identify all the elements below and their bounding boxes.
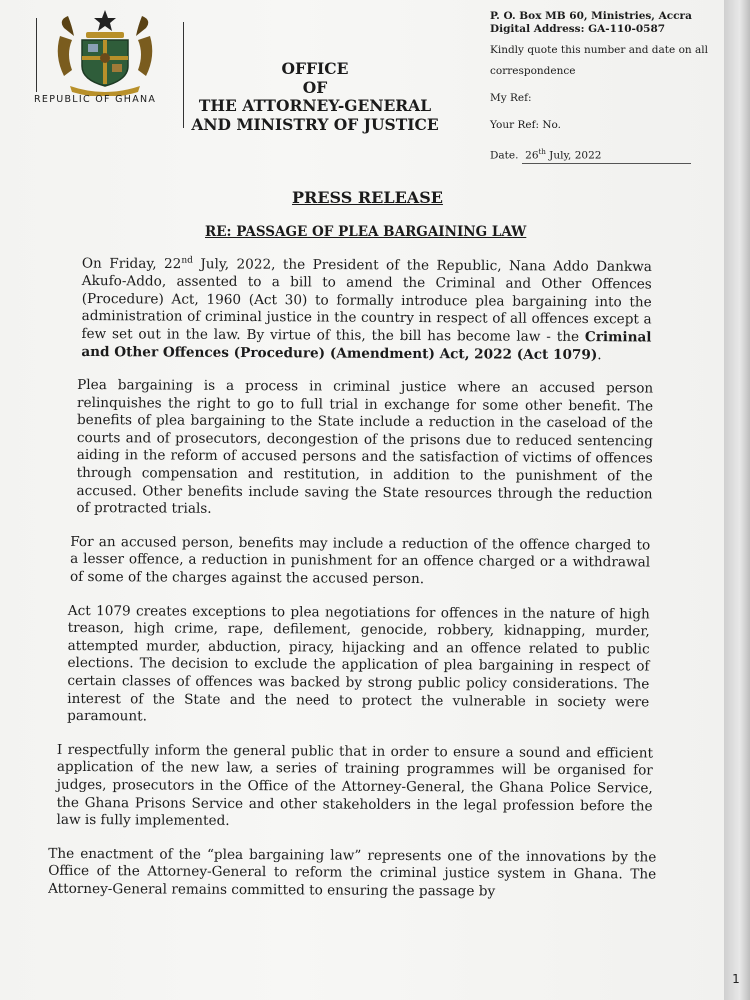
header-divider-right bbox=[183, 22, 184, 128]
date-suffix: th bbox=[538, 148, 546, 156]
paragraph-3: For an accused person, benefits may include a reduction of the offence charged to a lesser offence, a reduction in punishment for an offence charged or a withdrawal of some of the charges against the accused person. bbox=[69, 533, 651, 588]
press-release-body bbox=[48, 252, 657, 918]
po-box: P. O. Box MB 60, Ministries, Accra bbox=[490, 10, 692, 22]
quote-note-1: Kindly quote this number and date on all bbox=[490, 44, 708, 56]
your-ref: Your Ref: No. bbox=[490, 119, 562, 131]
paragraph-2: Plea bargaining is a process in criminal justice where an accused person relinquishes the right to go to full trial in exchange for some other benefit. The benefits of plea bargaining to the State include a reduction in the caseload of the courts and of prosecutors, decongestion of the prisons due to reduced sentencing aiding in the reform of accused persons and the satisfaction of victims of offences through compensation and restitution, in addition to the punishment of the accused. Other benefits include saving the State resources through the reduction of protracted trials. bbox=[76, 377, 654, 518]
paragraph-1 bbox=[81, 252, 652, 365]
header-divider-left bbox=[36, 18, 37, 92]
date-day: 26 bbox=[525, 149, 539, 162]
p1-text-b: July, 2022, the President of the Republic, Nana Addo Dankwa Akufo-Addo, assented to a bill to amend the Criminal and Other Offences (Procedure) Act, 1960 (Act 30) to formally introduce plea bargaining into the administration of criminal justice in the country in respect of all offences except a few set out in the law. By virtue of this, the bill has become law - the bbox=[81, 256, 652, 345]
ghana-coat-of-arms-icon bbox=[50, 6, 160, 96]
p1-sup: nd bbox=[181, 255, 193, 266]
date-label: Date. bbox=[490, 149, 519, 162]
date-rest: July, 2022 bbox=[545, 149, 602, 162]
page-edge bbox=[724, 0, 750, 1000]
paragraph-4: Act 1079 creates exceptions to plea negotiations for offences in the nature of high treason, high crime, rape, defilement, genocide, robbery, kidnapping, murder, attempted murder, abduction, piracy, hijacking and an offence related to public elections. The decision to exclude the application of plea bargaining in respect of certain classes of offences was backed by strong public policy considerations. The interest of the State and the need to protect the vulnerable in society were paramount. bbox=[67, 602, 650, 725]
paragraph-6: The enactment of the “plea bargaining law” represents one of the innovations by the Office of the Attorney-General to reform the criminal justice system in Ghana. The Attorney-General remains committed to ensuring the passage by bbox=[48, 845, 657, 900]
p1-text-a: On Friday, 22 bbox=[81, 255, 182, 273]
date-value bbox=[522, 146, 692, 164]
contact-block bbox=[490, 10, 715, 164]
digital-address: Digital Address: GA-110-0587 bbox=[490, 23, 666, 35]
p1-end: . bbox=[597, 346, 602, 363]
quote-note-2: correspondence bbox=[490, 65, 576, 77]
press-release-title: PRESS RELEASE bbox=[292, 188, 443, 207]
date-field bbox=[490, 146, 715, 164]
office-line-3: THE ATTORNEY-GENERAL bbox=[198, 96, 432, 115]
paragraph-5: I respectfully inform the general public that in order to ensure a sound and efficient application of the new law, a series of training programmes will be organised for judges, prosecutors in the Office of the Attorney-General, the Ghana Police Service, the Ghana Prisons Service and other stakeholders in the legal profession before the law is fully implemented. bbox=[56, 741, 653, 830]
act-title: Criminal and Other Offences (Procedure) (Amendment) Act, 2022 (Act 1079) bbox=[81, 328, 652, 363]
office-line-2: OF bbox=[302, 77, 328, 97]
republic-label: REPUBLIC OF GHANA bbox=[34, 94, 157, 105]
my-ref: My Ref: bbox=[490, 92, 532, 104]
office-line-4: AND MINISTRY OF JUSTICE bbox=[191, 114, 439, 134]
page-number: 1 bbox=[732, 972, 740, 986]
office-heading bbox=[190, 60, 440, 134]
subject-line: RE: PASSAGE OF PLEA BARGAINING LAW bbox=[205, 224, 527, 240]
office-line-1: OFFICE bbox=[281, 59, 349, 78]
